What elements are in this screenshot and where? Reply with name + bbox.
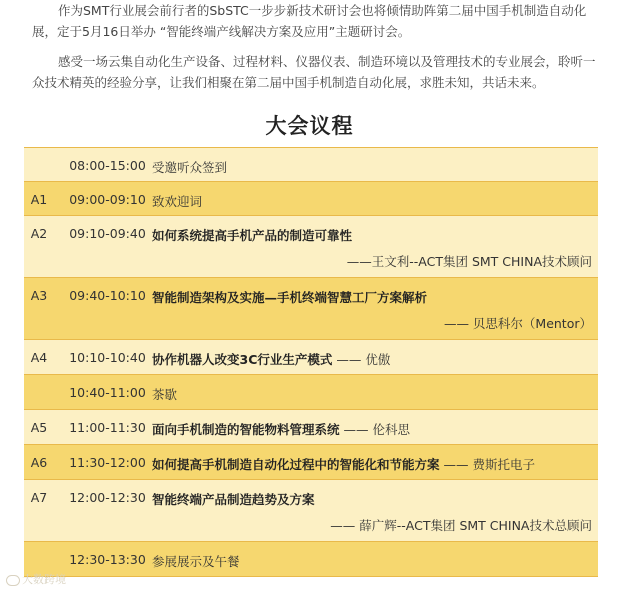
agenda-row <box>24 542 598 577</box>
session-title: 如何系统提高手机产品的制造可靠性 <box>152 228 353 243</box>
session-title-line <box>152 226 352 244</box>
session-time: 09:40-10:10 <box>69 288 146 303</box>
session-title-line <box>152 350 390 368</box>
session-time: 11:30-12:00 <box>69 455 146 470</box>
session-title-line <box>152 420 410 438</box>
session-time: 12:30-13:30 <box>69 552 146 567</box>
session-title-line <box>152 288 427 306</box>
session-title: 茶歇 <box>152 387 178 402</box>
session-speaker: —— 费斯托电子 <box>439 457 535 472</box>
intro-text <box>32 0 602 93</box>
session-code: A6 <box>30 455 48 470</box>
agenda-table <box>24 147 598 577</box>
session-code: A5 <box>30 420 48 435</box>
agenda-row <box>24 410 598 445</box>
session-title-line <box>152 158 227 176</box>
agenda-row <box>24 445 598 480</box>
session-code: A3 <box>30 288 48 303</box>
agenda-row <box>24 278 598 340</box>
session-time: 08:00-15:00 <box>69 158 146 173</box>
agenda-row <box>24 148 598 182</box>
watermark <box>6 571 66 587</box>
session-title: 如何提高手机制造自动化过程中的智能化和节能方案 <box>152 457 440 472</box>
agenda-heading: 大会议程 <box>265 114 354 138</box>
session-title: 智能制造架构及实施—手机终端智慧工厂方案解析 <box>152 290 428 305</box>
agenda-row <box>24 216 598 278</box>
session-code: A1 <box>30 192 48 207</box>
session-title: 协作机器人改变3C行业生产模式 <box>152 352 333 367</box>
session-time: 09:10-09:40 <box>69 226 146 241</box>
session-title-line <box>152 192 202 210</box>
watermark-logo-icon <box>6 575 20 586</box>
intro-paragraph-2: 感受一场云集自动化生产设备、过程材料、仪器仪表、制造环境以及管理技术的专业展会，聆听一众技术精英的经验分享，让我们相聚在第二届中国手机制造自动化展，求胜未知，共话未来。 <box>32 54 596 90</box>
agenda-row <box>24 182 598 216</box>
agenda-row <box>24 375 598 410</box>
session-title-line <box>152 455 535 473</box>
agenda-row <box>24 480 598 542</box>
session-code: A2 <box>30 226 48 241</box>
session-title-line <box>152 552 240 570</box>
session-speaker: —— 薛广辉--ACT集团 SMT CHINA技术总顾问 <box>330 518 592 533</box>
session-title-line <box>152 490 315 508</box>
session-time: 10:40-11:00 <box>69 385 146 400</box>
session-code: A7 <box>30 490 48 505</box>
session-speaker: ——王文利--ACT集团 SMT CHINA技术顾问 <box>346 254 592 269</box>
session-time: 09:00-09:10 <box>69 192 146 207</box>
session-speaker: —— 贝思科尔（Mentor） <box>443 316 592 331</box>
session-time: 11:00-11:30 <box>69 420 146 435</box>
session-title: 致欢迎词 <box>152 194 203 209</box>
session-speaker: —— 优傲 <box>332 352 391 367</box>
watermark-text: 大数跨境 <box>22 573 66 586</box>
session-title: 受邀听众签到 <box>152 160 228 175</box>
agenda-row <box>24 340 598 375</box>
session-time: 10:10-10:40 <box>69 350 146 365</box>
session-time: 12:00-12:30 <box>69 490 146 505</box>
session-title: 智能终端产品制造趋势及方案 <box>152 492 315 507</box>
session-title: 面向手机制造的智能物料管理系统 <box>152 422 340 437</box>
intro-paragraph-1: 作为SMT行业展会前行者的SbSTC一步步新技术研讨会也将倾情助阵第二届中国手机制造自动化展，定于5月16日举办 “智能终端产线解决方案及应用”主题研讨会。 <box>32 3 587 39</box>
session-speaker: —— 伦科思 <box>339 422 410 437</box>
session-title: 参展展示及午餐 <box>152 554 240 569</box>
session-title-line <box>152 385 177 403</box>
session-code: A4 <box>30 350 48 365</box>
